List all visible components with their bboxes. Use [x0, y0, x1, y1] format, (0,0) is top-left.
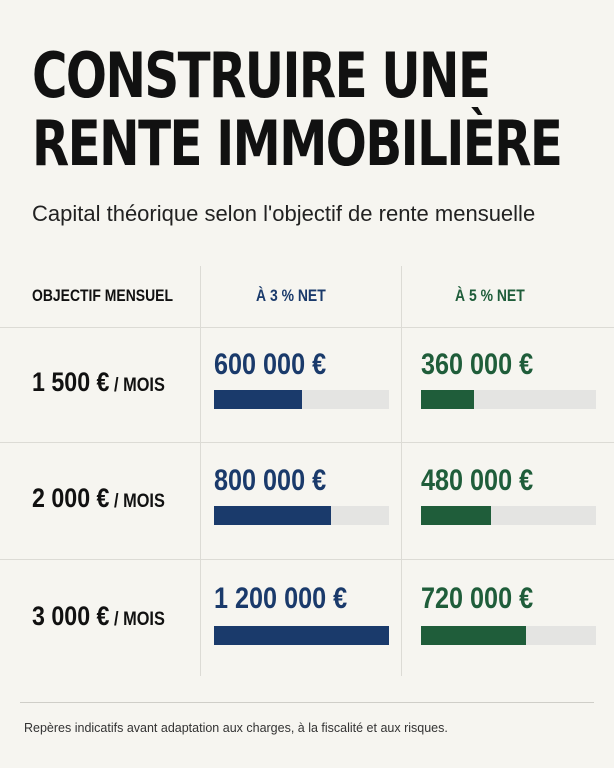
value-5pct-3: 720 000 € [421, 582, 534, 615]
row-unit-1: / MOIS [109, 375, 165, 396]
bar-5pct-1 [421, 390, 474, 409]
bar-track-5pct-2 [421, 506, 596, 525]
row-divider-1 [0, 442, 614, 443]
page-title [32, 39, 562, 180]
row-unit-2: / MOIS [109, 491, 165, 512]
header-5-pct: À 5 % NET [455, 286, 525, 305]
value-3pct-1: 600 000 € [214, 348, 327, 381]
bar-track-3pct-3 [214, 626, 389, 645]
bar-3pct-2 [214, 506, 331, 525]
bar-track-3pct-1 [214, 390, 389, 409]
title-line-2: RENTE IMMOBILIÈRE [32, 107, 562, 180]
rent-table [32, 266, 592, 676]
bar-5pct-2 [421, 506, 491, 525]
subtitle: Capital théorique selon l'objectif de rente mensuelle [32, 201, 536, 226]
bar-track-5pct-1 [421, 390, 596, 409]
bar-3pct-1 [214, 390, 302, 409]
header-objectif: OBJECTIF MENSUEL [32, 286, 173, 305]
bar-track-5pct-3 [421, 626, 596, 645]
footer-divider [20, 702, 594, 703]
footnote: Repères indicatifs avant adaptation aux charges, à la fiscalité et aux risques. [24, 721, 448, 735]
value-3pct-2: 800 000 € [214, 464, 327, 497]
row-amount-3: 3 000 € [32, 601, 110, 631]
value-3pct-3: 1 200 000 € [214, 582, 348, 615]
header-3-pct: À 3 % NET [256, 286, 326, 305]
row-label-2 [32, 483, 165, 514]
bar-3pct-3 [214, 626, 389, 645]
value-5pct-1: 360 000 € [421, 348, 534, 381]
row-unit-3: / MOIS [109, 609, 165, 630]
row-label-1 [32, 367, 165, 398]
row-divider-2 [0, 559, 614, 560]
row-amount-1: 1 500 € [32, 367, 110, 397]
title-line-1: CONSTRUIRE UNE [32, 39, 490, 112]
row-amount-2: 2 000 € [32, 483, 110, 513]
bar-5pct-3 [421, 626, 526, 645]
row-label-3 [32, 601, 165, 632]
header-divider [0, 327, 614, 328]
value-5pct-2: 480 000 € [421, 464, 534, 497]
bar-track-3pct-2 [214, 506, 389, 525]
